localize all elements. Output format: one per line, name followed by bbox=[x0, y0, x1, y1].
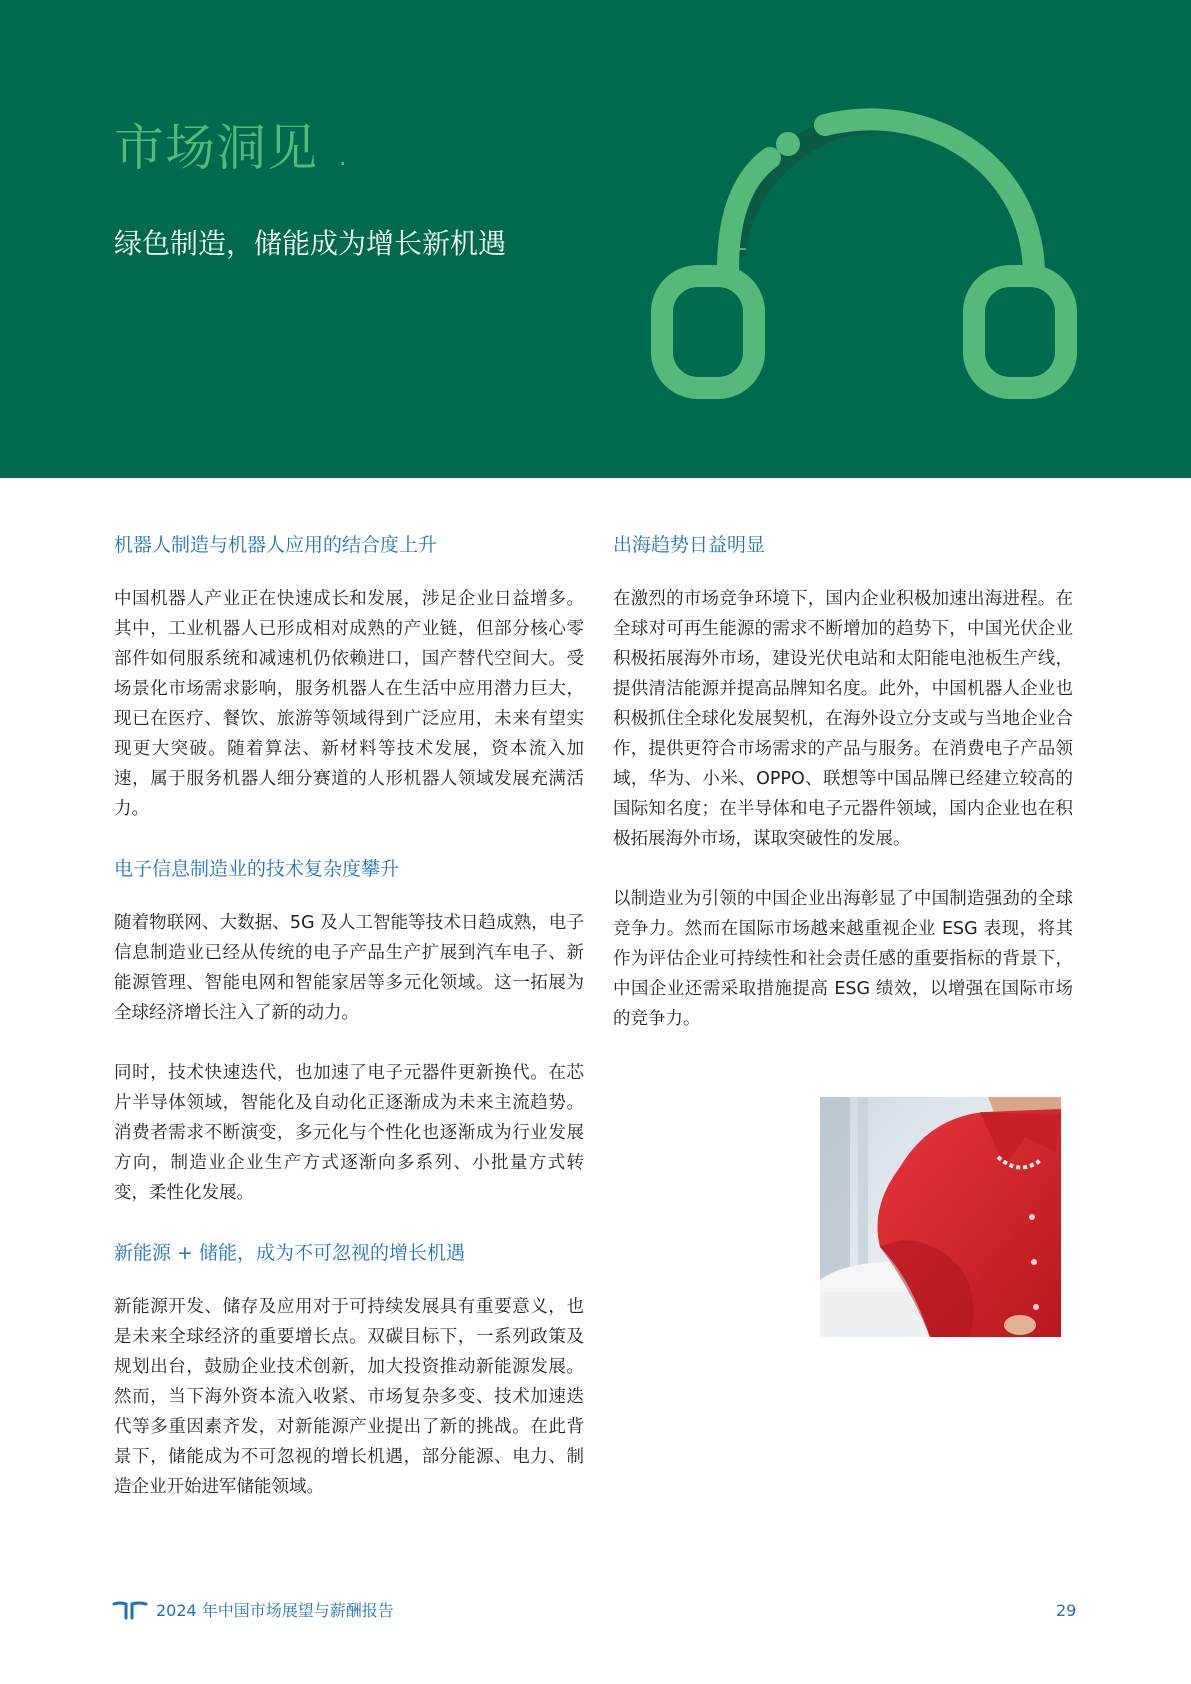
headphones-icon bbox=[640, 100, 1080, 430]
company-logo-icon bbox=[112, 1600, 148, 1620]
section-heading-new-energy: 新能源 + 储能，成为不可忽视的增长机遇 bbox=[114, 1242, 466, 1264]
page-subtitle: 绿色制造，储能成为增长新机遇 bbox=[114, 227, 507, 260]
section-heading-robotics: 机器人制造与机器人应用的结合度上升 bbox=[114, 534, 438, 556]
page-title: 市场洞见 . bbox=[114, 119, 352, 177]
left-column bbox=[114, 530, 584, 1532]
paragraph-electronics-1: 随着物联网、大数据、5G 及人工智能等技术日趋成熟，电子信息制造业已经从传统的电子产品生产扩展到汽车电子、新能源管理、智能电网和智能家居等多元化领域。这一拓展为全球经济增长注入了新的动力。 bbox=[114, 913, 584, 1023]
paragraph-overseas-2: 以制造业为引领的中国企业出海彰显了中国制造强劲的全球竞争力。然而在国际市场越来越重视企业 ESG 表现，将其作为评估企业可持续性和社会责任感的重要指标的背景下，中国企业还需采取措施提高 ESG 绩效，以增强在国际市场的竞争力。 bbox=[613, 889, 1073, 1029]
right-column bbox=[613, 530, 1073, 1064]
header-banner bbox=[0, 0, 1191, 478]
paragraph-electronics-2: 同时，技术快速迭代，也加速了电子元器件更新换代。在芯片半导体领域，智能化及自动化正逐渐成为未来主流趋势。消费者需求不断演变，多元化与个性化也逐渐成为行业发展方向，制造业企业生产方式逐渐向多系列、小批量方式转变，柔性化发展。 bbox=[114, 1063, 584, 1203]
footer-report-title: 2024 年中国市场展望与薪酬报告 bbox=[156, 1601, 394, 1620]
section-heading-electronics: 电子信息制造业的技术复杂度攀升 bbox=[114, 858, 400, 880]
section-heading-overseas: 出海趋势日益明显 bbox=[613, 534, 766, 556]
photo-person-red-shirt bbox=[820, 1097, 1061, 1337]
page-number: 29 bbox=[1056, 1601, 1077, 1620]
paragraph-overseas-1: 在激烈的市场竞争环境下，国内企业积极加速出海进程。在全球对可再生能源的需求不断增加的趋势下，中国光伏企业积极拓展海外市场，建设光伏电站和太阳能电池板生产线，提供清洁能源并提高品牌知名度。此外，中国机器人企业也积极抓住全球化发展契机，在海外设立分支或与当地企业合作，提供更符合市场需求的产品与服务。在消费电子产品领域，华为、小米、OPPO、联想等中国品牌已经建立较高的国际知名度；在半导体和电子元器件领域，国内企业也在积极拓展海外市场，谋取突破性的发展。 bbox=[613, 589, 1073, 849]
paragraph-robotics: 中国机器人产业正在快速成长和发展，涉足企业日益增多。其中，工业机器人已形成相对成熟的产业链，但部分核心零部件如伺服系统和减速机仍依赖进口，国产替代空间大。受场景化市场需求影响，服务机器人在生活中应用潜力巨大，现已在医疗、餐饮、旅游等领域得到广泛应用，未来有望实现更大突破。随着算法、新材料等技术发展，资本流入加速，属于服务机器人细分赛道的人形机器人领域发展充满活力。 bbox=[114, 589, 584, 819]
paragraph-new-energy: 新能源开发、储存及应用对于可持续发展具有重要意义，也是未来全球经济的重要增长点。双碳目标下，一系列政策及规划出台，鼓励企业技术创新，加大投资推动新能源发展。然而，当下海外资本流入收紧、市场复杂多变、技术加速迭代等多重因素齐发，对新能源产业提出了新的挑战。在此背景下，储能成为不可忽视的增长机遇，部分能源、电力、制造企业开始进军储能领域。 bbox=[114, 1297, 584, 1497]
